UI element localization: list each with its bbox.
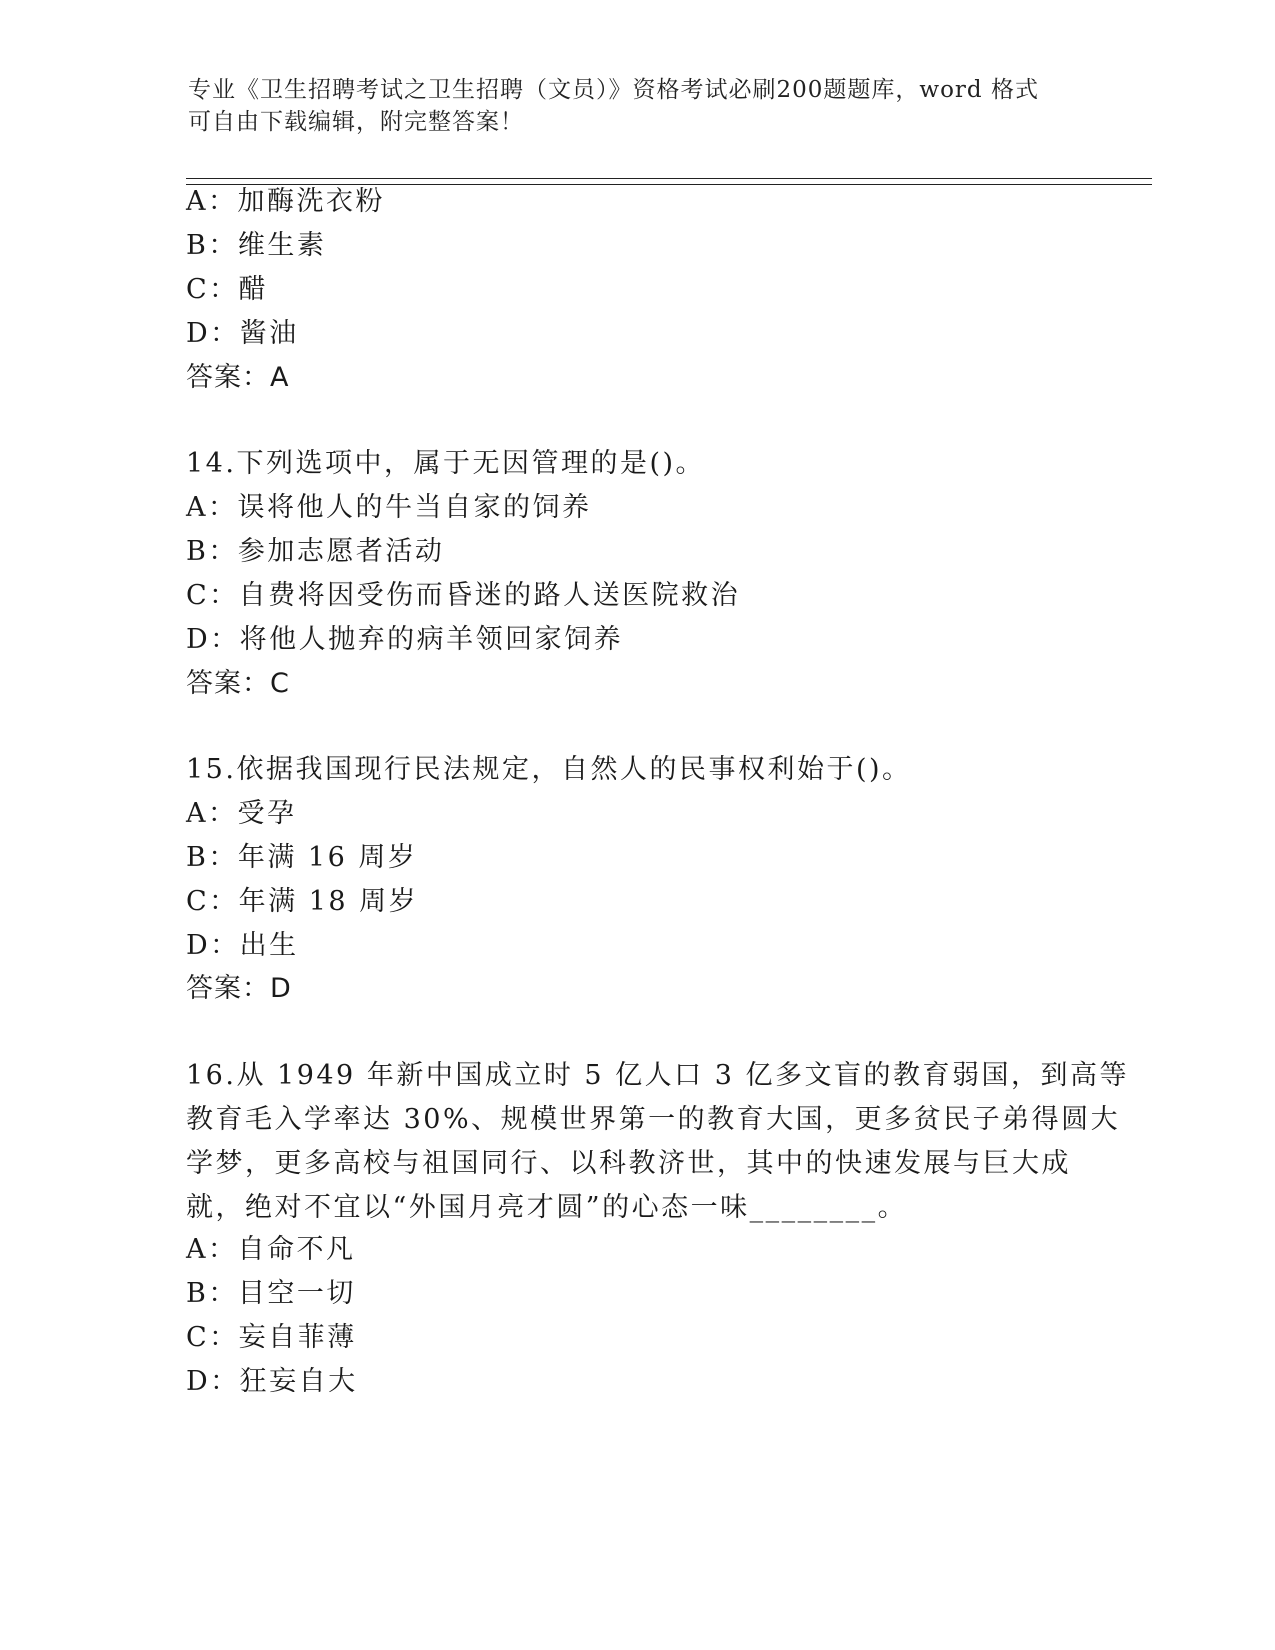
q15-option-a: A：受孕 xyxy=(186,798,297,829)
q15-question: 15.依据我国现行民法规定，自然人的民事权利始于()。 xyxy=(186,754,912,785)
q13-option-c: C：醋 xyxy=(186,274,269,305)
q16-question-line-4: 就，绝对不宜以“外国月亮才圆”的心态一味________。 xyxy=(186,1192,908,1223)
q13-option-a: A：加酶洗衣粉 xyxy=(186,186,385,217)
q14-answer: 答案：C xyxy=(186,668,290,699)
q15-option-b: B：年满 16 周岁 xyxy=(186,842,418,873)
q16-question-line-1: 16.从 1949 年新中国成立时 5 亿人口 3 亿多文盲的教育弱国，到高等 xyxy=(186,1060,1130,1091)
q13-answer: 答案：A xyxy=(186,362,290,393)
q16-option-c: C：妄自菲薄 xyxy=(186,1322,357,1353)
q16-option-b: B：目空一切 xyxy=(186,1278,356,1309)
q16-option-d: D：狂妄自大 xyxy=(186,1366,358,1397)
q15-option-c: C：年满 18 周岁 xyxy=(186,886,419,917)
q13-option-d: D：酱油 xyxy=(186,318,299,349)
q16-question-line-2: 教育毛入学率达 30%、规模世界第一的教育大国，更多贫民子弟得圆大 xyxy=(186,1104,1121,1135)
q14-option-b: B：参加志愿者活动 xyxy=(186,536,445,567)
document-header xyxy=(188,74,1088,138)
q15-option-d: D：出生 xyxy=(186,930,299,961)
q14-option-a: A：误将他人的牛当自家的饲养 xyxy=(186,492,592,523)
q13-option-b: B：维生素 xyxy=(186,230,327,261)
header-line-1: 专业《卫生招聘考试之卫生招聘（文员）》资格考试必刷200题题库，word 格式 xyxy=(188,77,1039,103)
q16-question-line-3: 学梦，更多高校与祖国同行、以科教济世，其中的快速发展与巨大成 xyxy=(186,1148,1071,1179)
q14-option-d: D：将他人抛弃的病羊领回家饲养 xyxy=(186,624,624,655)
q16-option-a: A：自命不凡 xyxy=(186,1234,356,1265)
q14-question: 14.下列选项中，属于无因管理的是()。 xyxy=(186,448,706,479)
header-line-2: 可自由下载编辑，附完整答案！ xyxy=(188,109,524,135)
q14-option-c: C：自费将因受伤而昏迷的路人送医院救治 xyxy=(186,580,741,611)
q15-answer: 答案：D xyxy=(186,973,292,1004)
